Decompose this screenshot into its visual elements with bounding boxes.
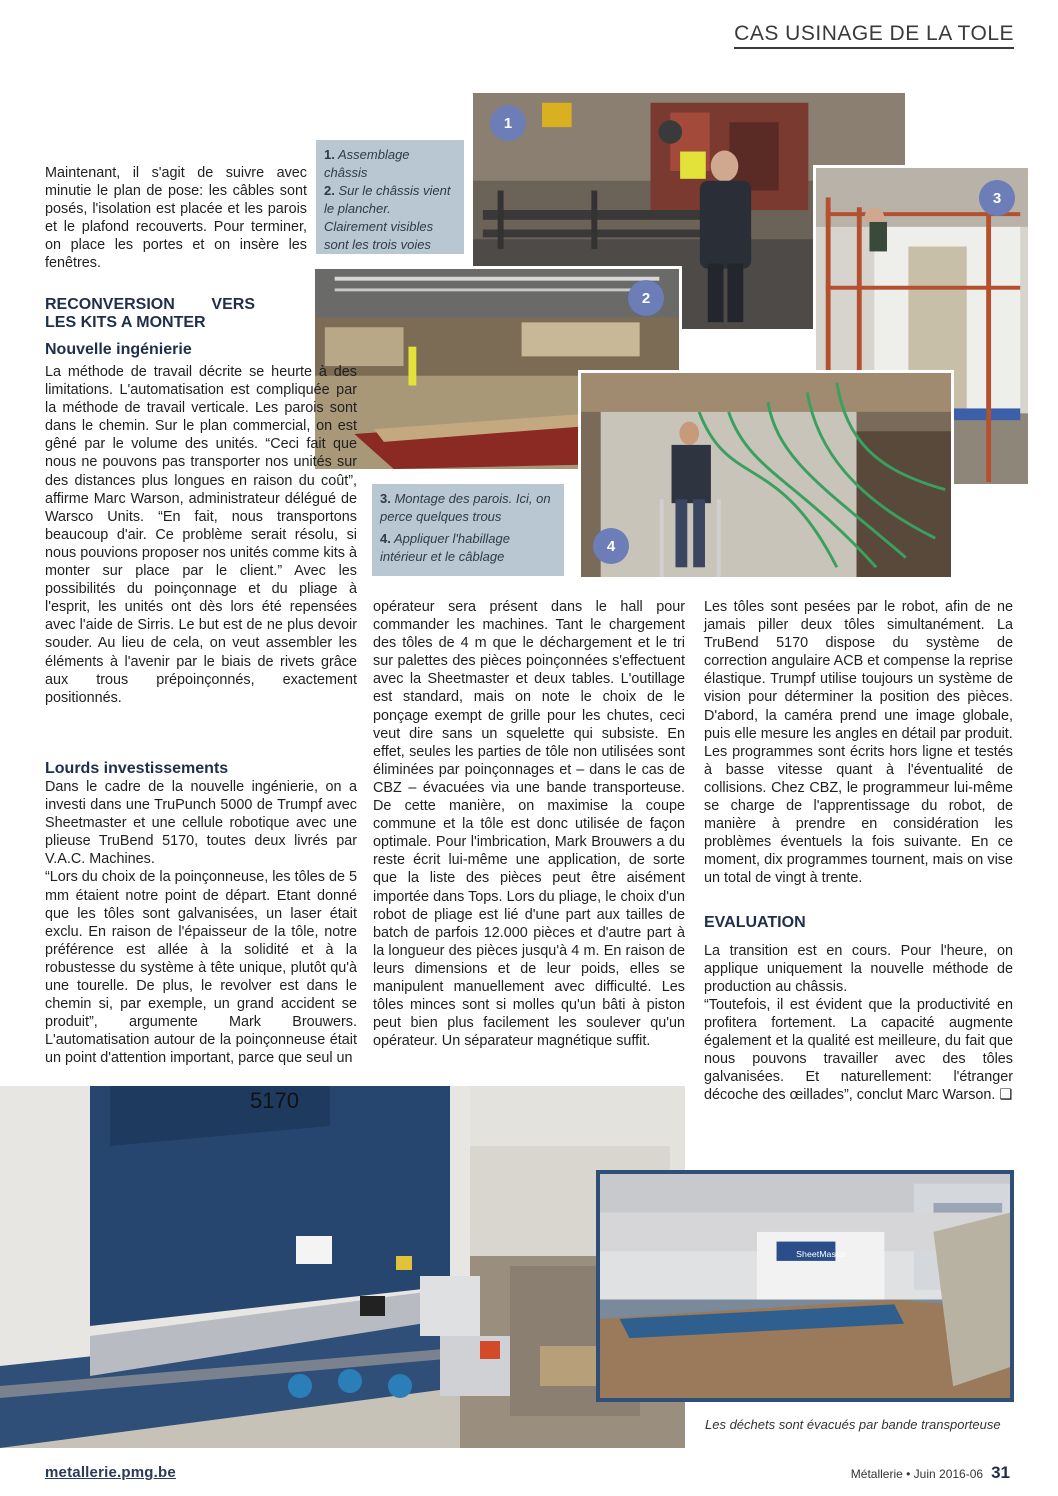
caption-number: 1. <box>324 147 335 162</box>
caption-number: 4. <box>380 531 391 546</box>
column-1-body <box>45 363 357 707</box>
paragraph-conclusion: “Toutefois, il est évident que la productivité en profitera fortement. La capacité augmente également et la qualité est meilleure, du fait que nous pouvons travailler avec des tôles galvanisées. Et naturellement: l'étranger décoche des œillades”, conclut Marc Warson. ❑ <box>704 996 1013 1104</box>
section-title: CAS USINAGE DE LA TOLE <box>734 22 1014 49</box>
photo-badge-1: 1 <box>490 105 526 141</box>
caption-photo-3-4 <box>372 484 564 576</box>
photo-interior-cabling <box>578 370 954 580</box>
footer-publication <box>851 1463 1010 1483</box>
subheading-nouvelle-ingenierie: Nouvelle ingénierie <box>45 341 192 358</box>
photo-badge-3: 3 <box>979 180 1015 216</box>
photo-badge-2: 2 <box>628 280 664 316</box>
photo-press-brake <box>0 1086 685 1448</box>
column-1-investments <box>45 759 357 1068</box>
paragraph-poinconneuse: “Lors du choix de la poinçonneuse, les tôles de 5 mm étaient notre point de départ. Etant donné que les tôles sont galvanisées, un laser était exclu. En raison de l'épaisseur de la tôle, notre préférence est allée à la solidité et à la robustesse du système à tête unique, plutôt qu'à une tourelle. De plus, le revolver est dans le chemin si, par exemple, un grand accident se produit”, argumente Mark Brouwers. L'automatisation autour de la poinçonneuse était un point d'attention important, parce que seul un <box>45 869 357 1067</box>
caption-number: 2. <box>324 183 335 198</box>
column-1-intro <box>45 164 307 273</box>
caption-text: Appliquer l'habillage intérieur et le câblage <box>380 531 510 564</box>
paragraph-investissements: Dans le cadre de la nouvelle ingénierie, on a investi dans une TruPunch 5000 de Trumpf avec Sheetmaster et une cellule robotique avec une plieuse TruBend 5170, toutes deux livrés par V.A.C. Machines. <box>45 779 357 868</box>
column-1-heading-block <box>45 296 307 359</box>
paragraph-nouvelle-ingenierie: La méthode de travail décrite se heurte à des limitations. L'automatisation est compliquée par la méthode de travail verticale. Les parois sont dans le chemin. Sur le plan commercial, on est gêné par le volume des unités. “Ceci fait que nous ne pouvons pas transporter nos unités sur des distances plus longues en raison du coût”, affirme Marc Warson, administrateur délégué de Warsco Units. “En fait, nous transportons beaucoup d'air. Ce problème serait résolu, si nous pouvions proposer nos unités comme kits à monter sur place par le client.” Avec les possibilités du poinçonnage et du pliage à l'esprit, les unités ont dès lors été repensées avec l'aide de Sirris. Le but est de ne plus devoir souder. Au lieu de cela, on veut assembler les éléments à l'avenir par le biais de rivets grâce aux trous prépoinçonnés, exactement positionnés. <box>45 364 357 706</box>
sheetmaster-label: SheetMaster <box>796 1249 847 1260</box>
paragraph-programmes: Les programmes sont écrits hors ligne et testés à basse vitesse quant à l'éventualité de collisions. Chez CBZ, le programmeur lui-même se charge de l'apprentissage du robot, de manière à prendre en considération les problèmes éventuels la fois suivante. En ce moment, dix programmes tournent, mais on vise un total de vingt à trente. <box>704 743 1013 887</box>
caption-text: Sur le châssis vient le plancher. Clairement visibles sont les trois voies <box>324 183 451 252</box>
paragraph-transition: La transition est en cours. Pour l'heure, on applique uniquement la nouvelle méthode de production au châssis. <box>704 942 1013 995</box>
caption-text: Montage des parois. Ici, on perce quelques trous <box>380 491 551 524</box>
section-heading-evaluation: EVALUATION <box>704 913 806 931</box>
paragraph-toles-pesees: Les tôles sont pesées par le robot, afin de ne jamais piller deux tôles simultanément. La TruBend 5170 dispose du système de correction angulaire ACB et compense la reprise élastique. Trumpf utilise toujours un système de vision pour déterminer la position des pièces. D'abord, la caméra prend une image globale, puis elle mesure les angles en détail par produit. <box>704 599 1013 742</box>
page-number: 31 <box>991 1463 1010 1482</box>
intro-paragraph: Maintenant, il s'agit de suivre avec minutie le plan de pose: les câbles sont posés, l'isolation est placée et les parois et le plafond recouverts. Pour terminer, on place les portes et on insère les fenêtres. <box>45 165 307 272</box>
photo-badge-4: 4 <box>593 528 629 564</box>
caption-number: 3. <box>380 491 391 506</box>
paragraph-operateur: opérateur sera présent dans le hall pour commander les machines. Tant le chargement des tôles de 4 m que le déchargement et le tri sur palettes des pièces poinçonnées s'effectuent avec la Sheetmaster et deux tables. L'outillage est standard, mais on note le choix de le ponçage exempt de grille pour les chutes, ceci veut dire sans un squelette qui subsiste. En effet, seules les parties de tôle non utilisées sont éliminées par poinçonnages et – dans le cas de CBZ – évacuées via une bande transporteuse. De cette manière, on maximise la coupe commune et la tôle est donc utilisée de façon optimale. Pour l'imbrication, Mark Brouwers a du reste écrit lui-même une application, de sorte que la liste des pièces peut être aisément importée dans Tops. Lors du pliage, le choix d'un robot de pliage est lié d'une part aux tailles de batch de parfois 12.000 pièces et d'autre part à la longueur des pièces jusqu'à 4 m. En raison de leurs dimensions et de leur poids, elles se manipulent manuellement avec difficulté. Les tôles minces sont si molles qu'un bâti à piston peut bien plus facilement les soulever qu'un opérateur. Un séparateur magnétique suffit. <box>373 599 685 1050</box>
column-3 <box>704 598 1013 1104</box>
photo-conveyor <box>596 1170 1014 1402</box>
footer-magazine: Métallerie • Juin 2016-06 <box>850 1467 984 1481</box>
caption-text: Assemblage châssis <box>324 147 410 180</box>
column-2 <box>373 598 685 1050</box>
footer-website-link[interactable]: metallerie.pmg.be <box>45 1464 176 1481</box>
caption-photo-1-2 <box>316 140 464 254</box>
caption-conveyor: Les déchets sont évacués par bande transporteuse <box>705 1417 1001 1432</box>
section-heading-reconversion: RECONVERSION VERS LES KITS A MONTER <box>45 296 255 331</box>
subheading-lourds-investissements: Lourds investissements <box>45 760 229 777</box>
machine-model-label: 5170 <box>250 1088 299 1113</box>
